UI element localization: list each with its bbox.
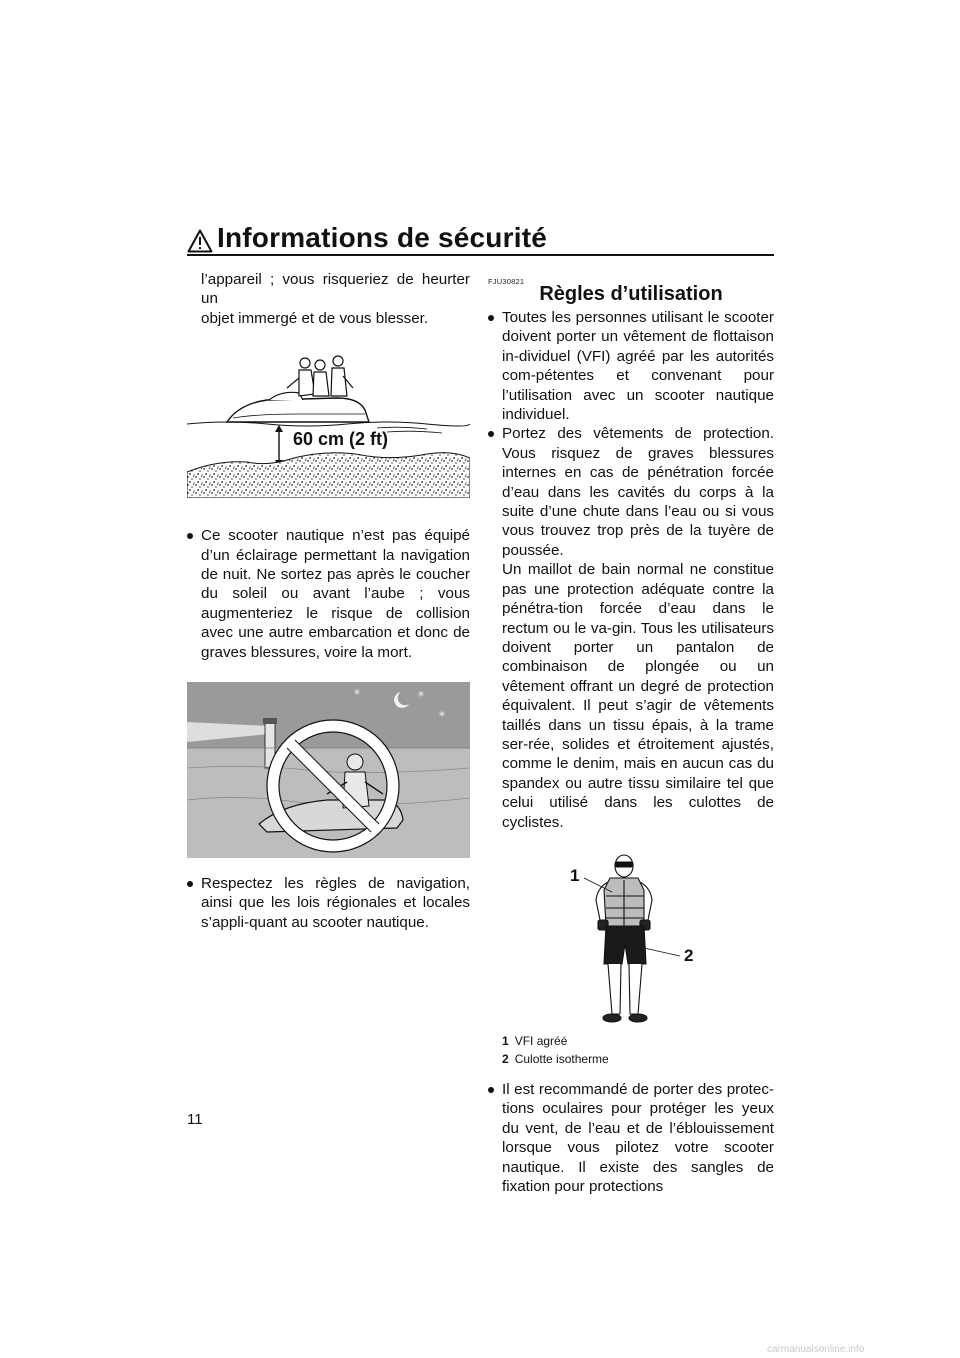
bullet-dot bbox=[488, 315, 494, 321]
callout-2: 2 bbox=[684, 945, 694, 965]
protection-bullet bbox=[488, 424, 774, 560]
caption-2 bbox=[488, 1050, 774, 1068]
no-night-riding-figure bbox=[187, 682, 470, 858]
intro-line-1: l’appareil ; vous risqueriez de heurter un bbox=[201, 271, 470, 308]
svg-text:*: * bbox=[354, 687, 360, 702]
page-header bbox=[187, 222, 774, 258]
callout-1: 1 bbox=[570, 865, 580, 885]
caption-text: VFI agréé bbox=[514, 1033, 568, 1048]
person-with-pfd-figure bbox=[488, 848, 774, 1030]
swimsuit-paragraph: Un maillot de bain normal ne constitue pas une protection adéquate contre la pénétra-tion forcée d’eau dans le rectum ou le va-gin. Tous les utilisateurs doivent porter un pantalon de combinaison de plongée ou un vêtement offrant un degré de protection équivalent. Il peut s’agir de vêtements taillés dans un tissu épais, à la trame ser-rée, solides et étroitement ajustés, comme le denim, mais en aucun cas du spandex ou autre tissu similaire tel que celui utilisé dans les culottes de cyclistes. bbox=[502, 561, 774, 831]
section-code: FJU30821 bbox=[488, 277, 525, 286]
vfi-text: Toutes les personnes utilisant le scooter doivent porter un vêtement de flottaison in-dividuel (VFI) agréé par les autorités com-pétentes et convenant pour l’utilisation avec un scooter nautique individuel. bbox=[502, 309, 774, 424]
left-column bbox=[187, 270, 470, 932]
bullet-dot bbox=[488, 431, 494, 437]
eye-protection-bullet bbox=[488, 1080, 774, 1196]
right-column bbox=[488, 270, 774, 1196]
intro-text bbox=[187, 270, 470, 309]
night-navigation-bullet bbox=[187, 526, 470, 662]
protection-text: Portez des vêtements de protection. Vous risquez de graves blessures internes en cas de pénétration forcée d’eau dans les cavités du corps à la suite d’une chute dans l’eau ou si vous vous trouvez trop près de la tuyère de poussée. bbox=[502, 425, 774, 559]
depth-label: 60 cm (2 ft) bbox=[293, 429, 389, 450]
bullet-dot bbox=[187, 533, 193, 539]
page-title: Informations de sécurité bbox=[217, 222, 547, 253]
svg-text:*: * bbox=[439, 709, 445, 724]
caption-number: 1 bbox=[502, 1033, 509, 1048]
warning-triangle-icon bbox=[187, 229, 213, 253]
section-title: Règles d’utilisation bbox=[539, 283, 723, 305]
bullet-dot bbox=[187, 881, 193, 887]
navigation-rules-bullet bbox=[187, 874, 470, 932]
jetski-depth-figure bbox=[187, 348, 470, 498]
depth-illustration bbox=[187, 348, 470, 498]
svg-text:*: * bbox=[418, 689, 424, 704]
bullet-dot bbox=[488, 1087, 494, 1093]
intro-text-2: objet immergé et de vous blesser. bbox=[201, 309, 429, 327]
caption-number: 2 bbox=[502, 1051, 509, 1066]
header-rule bbox=[187, 254, 774, 256]
page-number: 11 bbox=[187, 1111, 203, 1128]
eye-protection-text: Il est recommandé de porter des protec-tions oculaires pour protéger les yeux du vent, de l’eau et de l’éblouissement lorsque vous pilotez votre scooter nautique. Il existe des sangles de fixation pour protections bbox=[502, 1080, 774, 1195]
navigation-rules-text: Respectez les règles de navigation, ainsi que les lois régionales et locales s’appli-quant au scooter nautique. bbox=[201, 875, 470, 931]
vfi-bullet bbox=[488, 308, 774, 424]
pfd-illustration bbox=[488, 848, 774, 1030]
caption-text: Culotte isotherme bbox=[514, 1051, 609, 1066]
caption-1 bbox=[488, 1032, 774, 1050]
figure-captions bbox=[488, 1032, 774, 1068]
watermark: carmanualsonline.info bbox=[767, 1344, 865, 1355]
night-riding-illustration bbox=[187, 682, 470, 858]
night-navigation-text: Ce scooter nautique n’est pas équipé d’un éclairage permettant la navigation de nuit. Ne sortez pas après le coucher du soleil ou avant l’aube ; vous augmenteriez le risque de collision avec une autre embarcation et donc de graves blessures, voire la mort. bbox=[201, 527, 470, 661]
